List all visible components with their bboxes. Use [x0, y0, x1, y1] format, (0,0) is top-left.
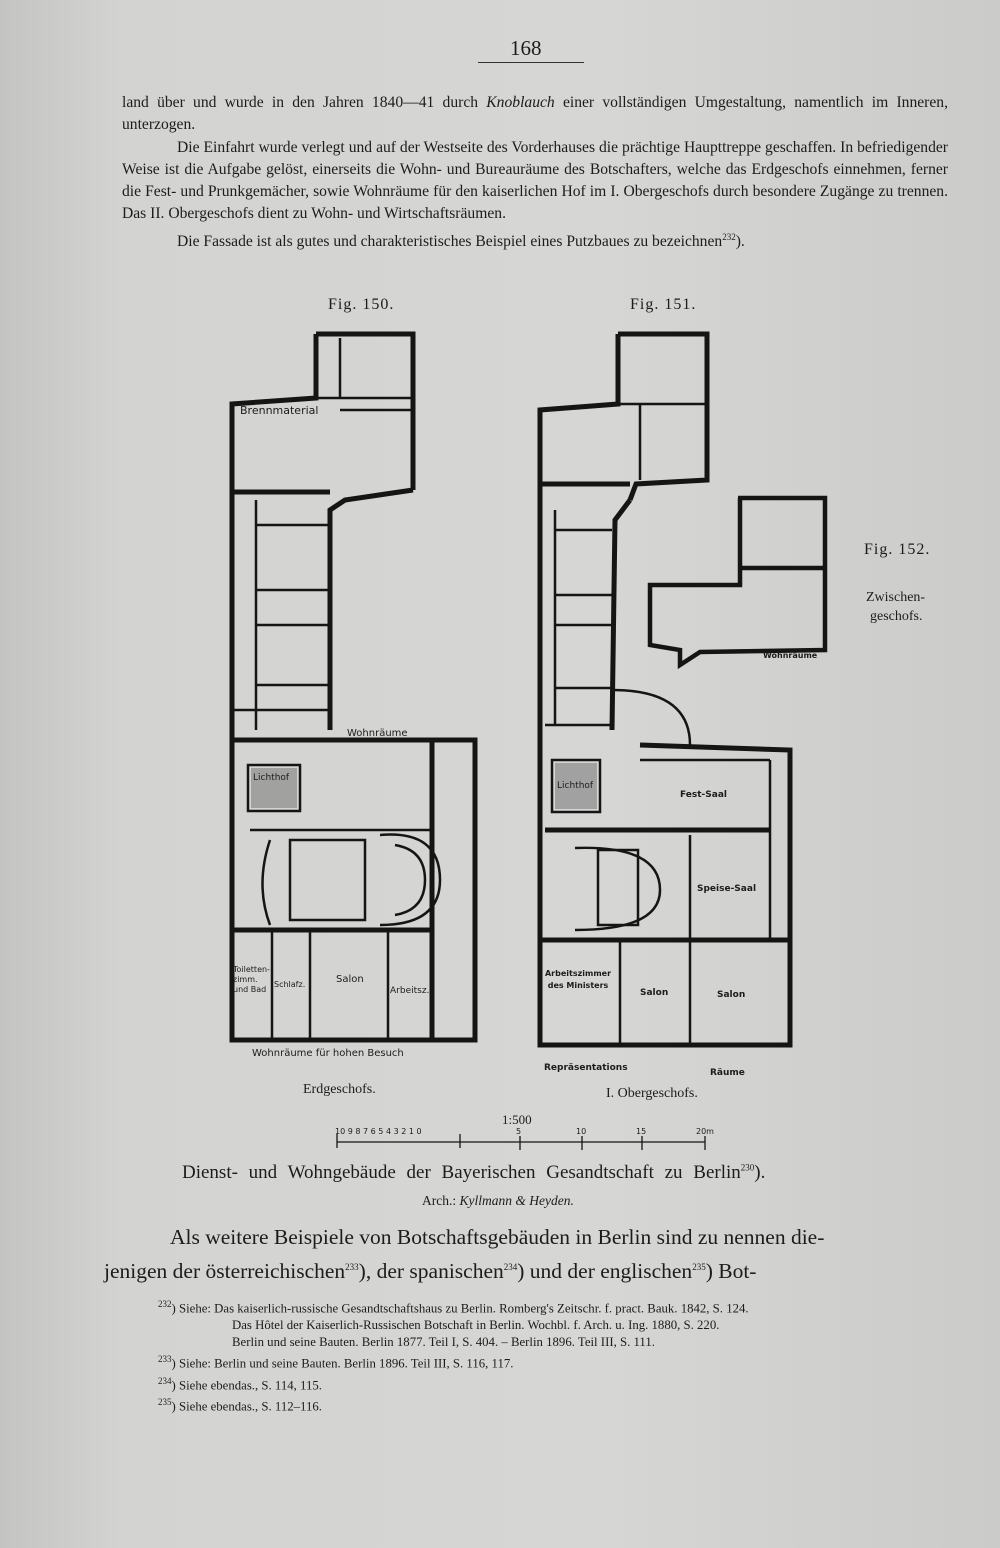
- large-text-d: ) Bot-: [705, 1259, 757, 1284]
- scale-tick-15: 15: [636, 1127, 647, 1136]
- figure-caption: [182, 1162, 882, 1184]
- figure-caption-end: ).: [754, 1162, 766, 1183]
- paragraph-1-end: einer vollständigen Umgestaltung, namentlich im Inneren, unterzogen.: [122, 94, 948, 134]
- plan-obergeschoss-inner: [545, 404, 770, 1045]
- label-repraesentations: Repräsentations: [544, 1063, 628, 1073]
- scale-label: 1:500: [502, 1112, 532, 1127]
- scale-left-ticks: 10 9 8 7 6 5 4 3 2 1 0: [335, 1127, 422, 1136]
- label-lichthof-151: Lichthof: [557, 781, 594, 791]
- label-toiletten: Toiletten-zimm. und Bad: [233, 965, 270, 994]
- label-arbeitsz: Arbeitsz.: [390, 986, 430, 996]
- large-text-c: ) und der englischen: [517, 1259, 693, 1284]
- plan-zwischengeschoss-walls: [650, 498, 825, 665]
- figure-caption-text: Dienst- und Wohngebäude der Bayerischen Gesandtschaft zu Berlin: [182, 1162, 741, 1183]
- label-speise-saal: Speise-Saal: [697, 884, 757, 894]
- architects-line: [422, 1193, 574, 1209]
- footnotes: [158, 1296, 948, 1415]
- footnote-ref-234: 234: [503, 1262, 518, 1272]
- label-fest-saal: Fest-Saal: [680, 790, 727, 800]
- label-raeume: Räume: [710, 1068, 745, 1078]
- large-paragraph-line-2: [104, 1252, 946, 1286]
- footnote-233: $^{233}$) Siehe: Berlin und seine Bauten. Berlin 1896. Teil III, S. 116, 117.: [158, 1354, 514, 1371]
- lichthof-hatching: [251, 763, 597, 809]
- label-brennmaterial: Brennmaterial: [240, 404, 319, 417]
- caption-obergeschoss: I. Obergeschofs.: [606, 1086, 698, 1101]
- paragraph-3-text: Die Fassade ist als gutes und charakteristisches Beispiel eines Putzbaues zu bezeichnen: [177, 232, 723, 250]
- label-lichthof-150: Lichthof: [253, 773, 290, 783]
- large-paragraph-line-1: Als weitere Beispiele von Botschaftsgebäuden in Berlin sind zu nennen die-: [170, 1225, 825, 1249]
- caption-erdgeschoss: Erdgeschofs.: [303, 1082, 376, 1097]
- footnote-ref-232: 232: [722, 231, 736, 242]
- plan-erdgeschoss-inner: [232, 338, 440, 1040]
- footnote-235: $^{235}$) Siehe ebendas., S. 112–116.: [158, 1396, 322, 1414]
- fig-150-label: Fig. 150.: [328, 296, 395, 313]
- fig-152-label: Fig. 152.: [864, 541, 931, 558]
- scale-tick-20: 20m: [696, 1127, 714, 1136]
- footnote-232: $^{232}$) Siehe: Das kaiserlich-russische Gesandtschaftshaus zu Berlin. Romberg's Zeitschr. f. pract. Bauk. 1842, S. 124.: [158, 1299, 749, 1316]
- label-salon-151-b: Salon: [717, 990, 746, 1000]
- footnote-234: $^{234}$) Siehe ebendas., S. 114, 115.: [158, 1375, 322, 1392]
- scale-tick-10: 10: [576, 1127, 587, 1136]
- footnote-232-cont-1: Das Hôtel der Kaiserlich-Russischen Botschaft in Berlin. Wochbl. f. Arch. u. Ing. 1880, S. 220.: [232, 1318, 720, 1333]
- arch-names: Kyllmann & Heyden.: [459, 1193, 574, 1208]
- plan-obergeschoss-walls: [540, 334, 790, 1045]
- paragraph-2: Die Einfahrt wurde verlegt und auf der Westseite des Vorderhauses die prächtige Haupttreppe geschaffen. In befriedigender Weise ist die Aufgabe gelöst, einerseits die Wohn- und Bureauräume des Botschafters, welche das Erdgeschofs einnehmen, ferner die Fest- und Prunkgemächer, sowie Wohnräume für den kaiserlichen Hof im I. Obergeschofs durch besondere Zugänge zu trennen. Das II. Obergeschofs dient zu Wohn- und Wirtschaftsräumen.: [122, 138, 948, 223]
- large-text-b: ), der spanischen: [358, 1259, 504, 1284]
- footnote-ref-233: 233: [345, 1262, 359, 1272]
- scale-tick-5: 5: [516, 1127, 522, 1136]
- label-salon-151-a: Salon: [640, 988, 669, 998]
- label-wohnraeume-150: Wohnräume: [347, 728, 408, 739]
- label-salon-150: Salon: [336, 974, 364, 985]
- label-schlafz: Schlafz.: [274, 980, 306, 989]
- label-wohnraeume-besuch: Wohnräume für hohen Besuch: [252, 1048, 404, 1059]
- page-number: 168: [510, 36, 542, 60]
- fig-152-caption-2: geschofs.: [870, 609, 923, 624]
- architect-name: Knoblauch: [486, 94, 555, 111]
- paragraph-3-end: ).: [735, 232, 745, 250]
- fig-151-label: Fig. 151.: [630, 296, 697, 313]
- fig-152-caption-1: Zwischen-: [866, 590, 926, 605]
- label-arbeitszimmer-minister: Arbeitszimmer des Ministers: [544, 969, 612, 990]
- scale-ruler: [337, 1134, 705, 1150]
- paragraph-1-start: land über und wurde in den Jahren 1840—41 durch: [122, 94, 487, 111]
- footnote-ref-230: 230: [740, 1162, 755, 1173]
- large-text-a: jenigen der österreichischen: [104, 1259, 346, 1284]
- plan-erdgeschoss-walls: [232, 334, 475, 1040]
- footnote-232-cont-2: Berlin und seine Bauten. Berlin 1877. Teil I, S. 404. – Berlin 1896. Teil III, S. 111.: [232, 1335, 655, 1350]
- arch-label: Arch.:: [422, 1193, 460, 1208]
- large-paragraph: [104, 1222, 946, 1286]
- label-wohnraeume-152: Wohnräume: [763, 651, 818, 660]
- footnote-ref-235: 235: [692, 1262, 706, 1272]
